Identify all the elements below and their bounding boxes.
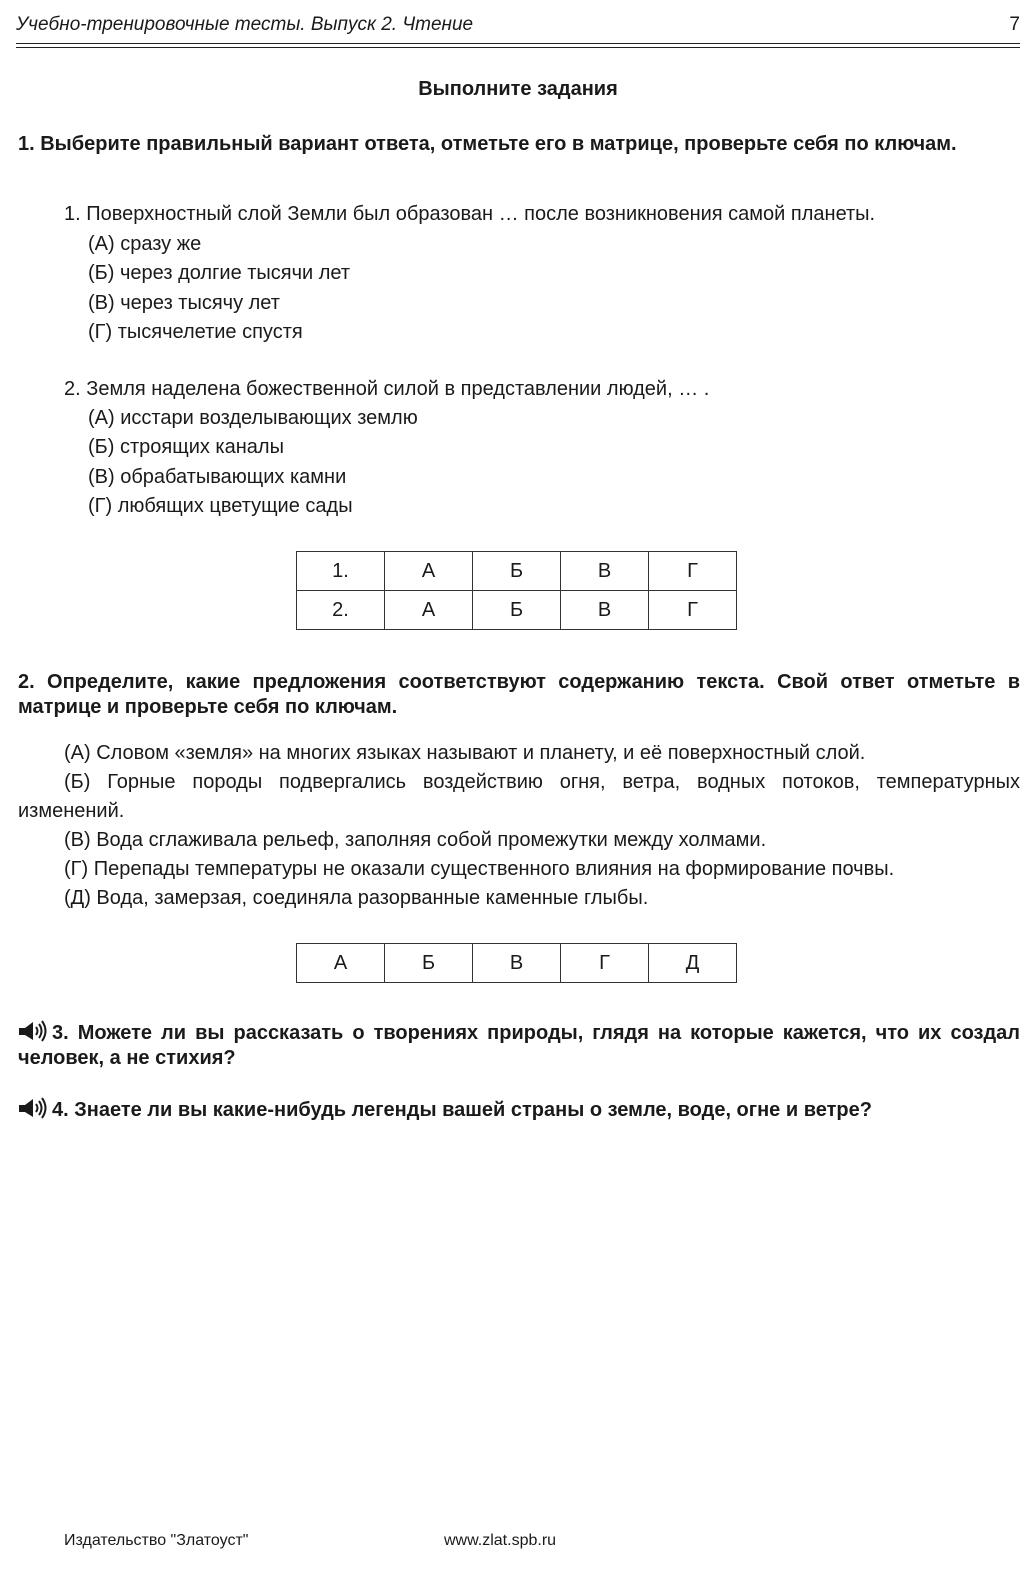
header-rule-bottom: [16, 47, 1020, 48]
question-1: 1. Поверхностный слой Земли был образован … после возникновения самой планеты.: [64, 203, 876, 225]
footer-publisher: Издательство "Златоуст": [64, 1532, 249, 1549]
section-heading: Выполните задания: [418, 78, 618, 100]
matrix-row-number: 1.: [297, 552, 385, 591]
matrix-row-number: 2.: [297, 591, 385, 630]
question-1-options: [88, 230, 350, 347]
matrix-cell[interactable]: А: [385, 552, 473, 591]
matrix-cell[interactable]: А: [297, 944, 385, 983]
task3: [18, 1020, 1020, 1071]
question-2: 2. Земля наделена божественной силой в представлении людей, … .: [64, 378, 710, 400]
statement: (Б) Горные породы подвергались воздействию огня, ветра, водных потоков, температурных изменений.: [18, 771, 1020, 822]
matrix-cell[interactable]: В: [473, 944, 561, 983]
matrix-cell[interactable]: Б: [473, 591, 561, 630]
option: (А) исстари возделывающих землю: [88, 407, 418, 429]
statement: (А) Словом «земля» на многих языках называют и планету, и её поверхностный слой.: [64, 742, 866, 764]
option: (Г) любящих цветущие сады: [88, 494, 353, 517]
option: (Б) строящих каналы: [88, 436, 284, 459]
matrix-cell[interactable]: Г: [649, 552, 737, 591]
statement: (В) Вода сглаживала рельеф, заполняя собой промежутки между холмами.: [64, 829, 767, 851]
matrix-cell[interactable]: Б: [385, 944, 473, 983]
speaker-icon: [18, 1097, 48, 1119]
option: (В) через тысячу лет: [88, 291, 280, 314]
option: (В) обрабатывающих камни: [88, 465, 347, 488]
page-header: [16, 10, 1020, 50]
matrix-cell[interactable]: А: [385, 591, 473, 630]
matrix-row: [297, 591, 737, 630]
task4-text: 4. Знаете ли вы какие-нибудь легенды вашей страны о земле, воде, огне и ветре?: [52, 1099, 872, 1121]
option: (Г) тысячелетие спустя: [88, 320, 303, 343]
matrix-cell[interactable]: В: [561, 591, 649, 630]
matrix-cell[interactable]: Г: [561, 944, 649, 983]
running-title: Учебно-тренировочные тесты. Выпуск 2. Чтение: [16, 14, 474, 35]
statement: (Г) Перепады температуры не оказали существенного влияния на формирование почвы.: [64, 858, 895, 880]
task4: [18, 1097, 1020, 1123]
matrix-row: [297, 944, 737, 983]
matrix-cell[interactable]: Д: [649, 944, 737, 983]
header-rule-top: [16, 43, 1020, 44]
answer-matrix-1: [296, 551, 737, 630]
task1-instruction: 1. Выберите правильный вариант ответа, отметьте его в матрице, проверьте себя по ключам.: [18, 133, 957, 155]
answer-matrix-2: [296, 943, 737, 983]
matrix-cell[interactable]: В: [561, 552, 649, 591]
task2-statements: [18, 739, 1020, 913]
task3-text: 3. Можете ли вы рассказать о творениях природы, глядя на которые кажется, что их создал человек, а не стихия?: [18, 1022, 1020, 1069]
matrix-cell[interactable]: Б: [473, 552, 561, 591]
task2-instruction: 2. Определите, какие предложения соответствуют содержанию текста. Свой ответ отметьте в матрице и проверьте себя по ключам.: [18, 671, 1020, 718]
option: (А) сразу же: [88, 233, 202, 255]
matrix-row: [297, 552, 737, 591]
question-2-options: [88, 404, 418, 521]
matrix-cell[interactable]: Г: [649, 591, 737, 630]
option: (Б) через долгие тысячи лет: [88, 262, 351, 285]
speaker-icon: [18, 1020, 48, 1042]
footer-website[interactable]: www.zlat.spb.ru: [444, 1532, 557, 1549]
page-number: 7: [1009, 14, 1020, 35]
statement: (Д) Вода, замерзая, соединяла разорванные каменные глыбы.: [64, 887, 649, 909]
